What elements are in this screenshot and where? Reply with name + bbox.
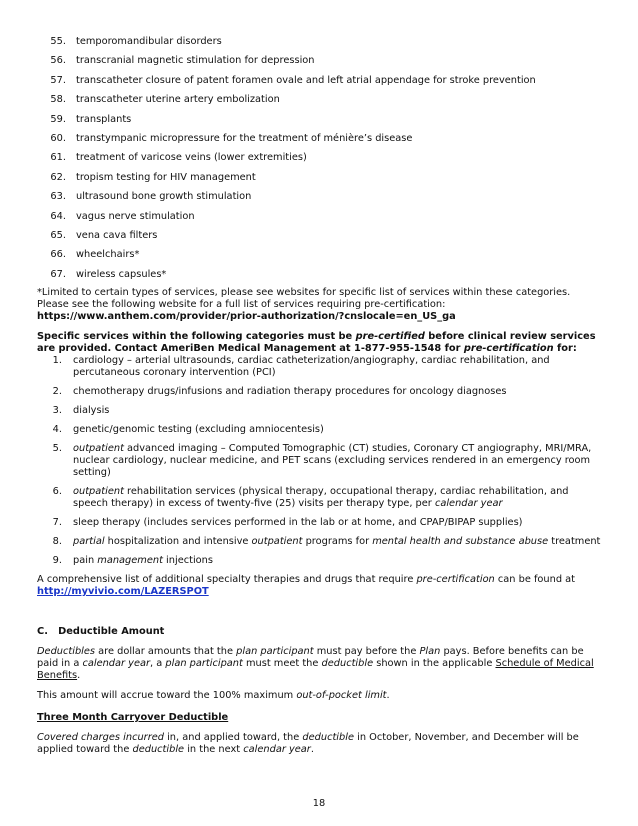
item-number: 67. bbox=[50, 268, 66, 280]
item-text: outpatient rehabilitation services (physical therapy, occupational therapy, cardiac rehabilitation, and speech therapy) in excess of twenty-five (25) visits per therapy type, per calendar year bbox=[73, 486, 569, 510]
item-text: transtympanic micropressure for the treatment of ménière’s disease bbox=[76, 132, 413, 144]
item-text: transplants bbox=[76, 113, 132, 125]
item-text: wheelchairs* bbox=[76, 249, 140, 261]
schedule-reference: Schedule of Medical Benefits bbox=[37, 658, 594, 682]
list-item bbox=[37, 191, 603, 203]
item-number: 59. bbox=[50, 113, 66, 125]
item-number: 64. bbox=[50, 210, 66, 222]
notice-text: before clinical review services are provided. Contact AmeriBen Medical Management at 1-877-955-1548 for bbox=[37, 331, 596, 355]
list-item bbox=[37, 405, 603, 417]
section-title: Deductible Amount bbox=[58, 626, 165, 638]
carryover-heading: Three Month Carryover Deductible bbox=[37, 712, 229, 724]
list-item bbox=[37, 230, 603, 242]
item-number: 2. bbox=[52, 386, 62, 398]
list-item bbox=[37, 36, 603, 48]
item-text: transcranial magnetic stimulation for depression bbox=[76, 55, 315, 67]
item-number: 61. bbox=[50, 152, 66, 164]
item-number: 1. bbox=[52, 355, 62, 367]
item-text: treatment of varicose veins (lower extremities) bbox=[76, 152, 307, 164]
item-number: 3. bbox=[52, 405, 62, 417]
item-number: 55. bbox=[50, 36, 66, 47]
item-number: 65. bbox=[50, 229, 66, 241]
list-item bbox=[37, 172, 603, 184]
item-text: temporomandibular disorders bbox=[76, 36, 222, 47]
accrue-paragraph: This amount will accrue toward the 100% maximum out-of-pocket limit. bbox=[37, 690, 390, 702]
page-number: 18 bbox=[312, 798, 326, 809]
notice-emphasis: pre-certification bbox=[463, 343, 554, 355]
list-item bbox=[37, 152, 603, 164]
list-item bbox=[37, 75, 603, 87]
item-text: vena cava filters bbox=[76, 229, 158, 241]
list-item bbox=[37, 211, 603, 223]
anthem-prior-auth-url: https://www.anthem.com/provider/prior-authorization/?cnslocale=en_US_ga bbox=[37, 311, 456, 323]
item-text: transcatheter uterine artery embolization bbox=[76, 94, 280, 106]
item-number: 63. bbox=[50, 191, 66, 203]
deductible-paragraph: Deductibles are dollar amounts that the plan participant must pay before the Plan pays. Before benefits can be paid in a calendar year, a plan participant must meet the deductible shown in the applicable Schedule of Medical Benefits. bbox=[37, 646, 594, 682]
list-item bbox=[37, 249, 603, 261]
footnote-paragraph bbox=[37, 287, 603, 323]
item-text: dialysis bbox=[73, 405, 110, 417]
item-text: sleep therapy (includes services performed in the lab or at home, and CPAP/BIPAP supplies) bbox=[73, 517, 523, 529]
item-text: vagus nerve stimulation bbox=[76, 210, 195, 222]
item-number: 6. bbox=[52, 486, 62, 498]
item-number: 62. bbox=[50, 171, 66, 183]
list-item bbox=[37, 443, 603, 479]
lazerspot-link[interactable]: http://myvivio.com/LAZERSPOT bbox=[37, 586, 209, 598]
carryover-paragraph: Covered charges incurred in, and applied toward, the deductible in October, November, and December will be applied toward the deductible in the next calendar year. bbox=[37, 732, 579, 756]
item-text: tropism testing for HIV management bbox=[76, 171, 256, 183]
item-text: pain management injections bbox=[73, 555, 213, 567]
item-number: 66. bbox=[50, 249, 66, 261]
list-item bbox=[37, 355, 603, 379]
notice-text: Specific services within the following categories must be bbox=[37, 331, 356, 343]
section-label: C. bbox=[37, 626, 48, 638]
item-number: 7. bbox=[52, 517, 62, 529]
footnote-text: *Limited to certain types of services, please see websites for specific list of services within these categories. Please see the following website for a full list of services requiring pre-certification: bbox=[37, 287, 571, 311]
list-item bbox=[37, 133, 603, 145]
list-item bbox=[37, 94, 603, 106]
pre-certification-notice bbox=[37, 331, 603, 355]
list-item bbox=[37, 517, 603, 529]
item-text: cardiology – arterial ultrasounds, cardiac catheterization/angiography, cardiac rehabilitation, and percutaneous coronary intervention (PCI) bbox=[73, 355, 550, 379]
item-number: 4. bbox=[52, 424, 62, 436]
section-heading bbox=[37, 626, 603, 638]
item-text: genetic/genomic testing (excluding amniocentesis) bbox=[73, 424, 324, 436]
item-text: chemotherapy drugs/infusions and radiation therapy procedures for oncology diagnoses bbox=[73, 386, 507, 398]
item-text: transcatheter closure of patent foramen ovale and left atrial appendage for stroke prevention bbox=[76, 74, 536, 86]
services-list bbox=[37, 36, 603, 281]
list-item bbox=[37, 114, 603, 126]
item-number: 56. bbox=[50, 55, 66, 67]
item-number: 8. bbox=[52, 536, 62, 548]
list-item bbox=[37, 555, 603, 567]
item-number: 9. bbox=[52, 555, 62, 567]
list-item bbox=[37, 55, 603, 67]
list-item bbox=[37, 269, 603, 281]
categories-list bbox=[37, 355, 603, 567]
item-text: partial hospitalization and intensive outpatient programs for mental health and substance abuse treatment bbox=[73, 536, 601, 548]
comprehensive-list-paragraph: A comprehensive list of additional specialty therapies and drugs that require pre-certification can be found at http://myvivio.com/LAZERSPOT bbox=[37, 574, 576, 598]
item-text: outpatient advanced imaging – Computed Tomographic (CT) studies, Coronary CT angiography, MRI/MRA, nuclear cardiology, nuclear medicine, and PET scans (excluding services rendered in an emergency room setting) bbox=[73, 443, 592, 479]
item-number: 5. bbox=[52, 443, 62, 455]
item-number: 60. bbox=[50, 132, 66, 144]
item-text: wireless capsules* bbox=[76, 268, 167, 280]
list-item bbox=[37, 486, 603, 510]
notice-text: for: bbox=[553, 343, 577, 355]
list-item bbox=[37, 536, 603, 548]
item-number: 57. bbox=[50, 74, 66, 86]
list-item bbox=[37, 424, 603, 436]
list-item bbox=[37, 386, 603, 398]
item-number: 58. bbox=[50, 94, 66, 106]
item-text: ultrasound bone growth stimulation bbox=[76, 191, 252, 203]
document-page bbox=[37, 36, 603, 756]
notice-emphasis: pre-certified bbox=[355, 331, 425, 343]
